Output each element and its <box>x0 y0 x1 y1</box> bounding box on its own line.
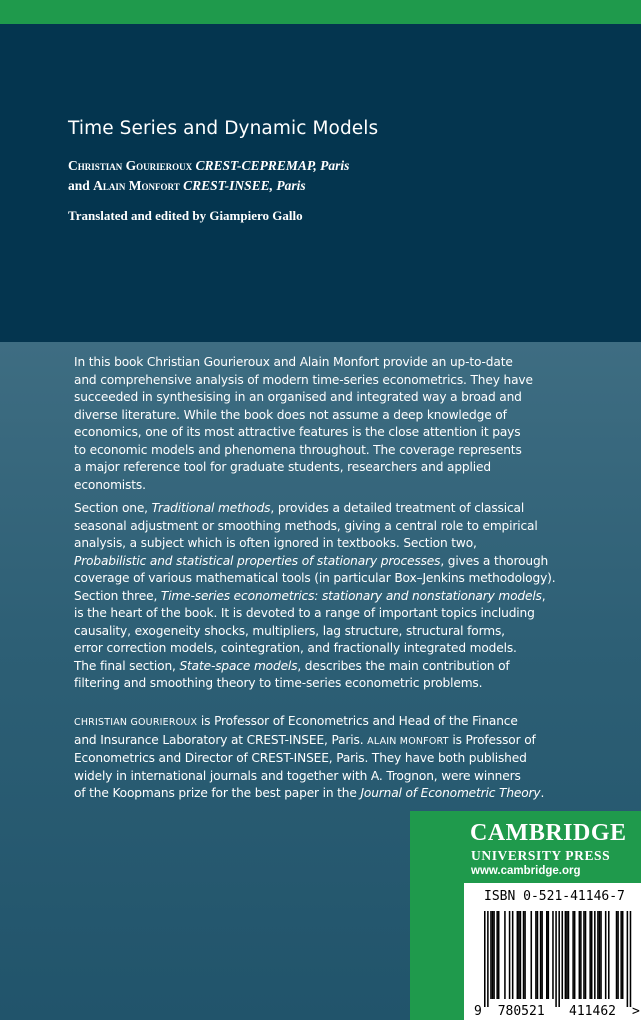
text-line: and comprehensive analysis of modern time-series econometrics. They have <box>74 372 533 387</box>
text-run: Section three, <box>74 588 161 603</box>
barcode-bar <box>531 911 533 999</box>
text-line <box>74 732 584 751</box>
text-line: succeeded in synthesising in an organised and integrated way a broad and <box>74 390 522 404</box>
text-run: and Insurance Laboratory at CREST-INSEE, Paris. <box>74 732 368 747</box>
author-affiliation: CREST-INSEE, Paris <box>183 178 306 193</box>
barcode-bar <box>585 911 587 999</box>
text-line: is the heart of the book. It is devoted to a range of important topics including <box>74 606 535 620</box>
barcode-bar <box>548 911 550 999</box>
text-line: Econometrics and Director of CREST-INSEE, Paris. They have both published <box>74 751 527 765</box>
barcode-bar <box>562 911 564 999</box>
barcode-bar <box>583 911 585 999</box>
text-line: error correction models, cointegration, and fractionally integrated models. <box>74 641 517 655</box>
barcode-bar <box>484 911 486 1007</box>
barcode-bar <box>594 911 596 999</box>
text-line: causality, exogeneity shocks, multipliers, lag structure, structural forms, <box>74 623 505 638</box>
text-run: , <box>541 588 546 603</box>
barcode-bar <box>537 911 539 999</box>
barcode-bar <box>617 911 619 999</box>
author-prefix: and <box>68 178 90 193</box>
barcode-bar <box>622 911 624 999</box>
barcode-bar <box>589 911 591 999</box>
barcode-bar <box>568 911 570 999</box>
barcode-bar <box>630 911 632 1007</box>
barcode-bar <box>599 911 601 999</box>
barcode-bar <box>608 911 610 999</box>
ean-barcode <box>472 911 640 1019</box>
section-title: State-space models <box>179 658 298 673</box>
barcode-bar <box>565 911 567 999</box>
barcode-bar <box>591 911 593 999</box>
section-title: Probabilistic and statistical properties of stationary processes <box>74 553 441 568</box>
barcode-bar <box>535 911 537 999</box>
barcode-bar <box>490 911 492 999</box>
text-run: is Professor of <box>448 732 536 747</box>
text-line: to economic models and phenomena throughout. The coverage represents <box>74 442 522 457</box>
barcode-digits: 411462 <box>569 1004 616 1019</box>
blurb-paragraph-1 <box>74 354 584 494</box>
text-line: widely in international journals and together with A. Trognon, were winners <box>74 768 521 783</box>
blurb-paragraph-2 <box>74 500 584 693</box>
text-run: , describes the main contribution of <box>297 658 510 673</box>
text-line: diverse literature. While the book does not assume a deep knowledge of <box>74 407 507 422</box>
journal-title: Journal of Econometric Theory <box>360 786 541 800</box>
barcode-bar <box>558 911 560 1007</box>
text-line: economists. <box>74 477 146 492</box>
barcode-bar <box>512 911 514 999</box>
author-name-smallcaps: ALAIN MONFORT <box>367 735 449 747</box>
barcode-digits: 9 <box>474 1004 482 1019</box>
barcode-bar <box>546 911 548 999</box>
text-run: . <box>540 786 545 800</box>
barcode-bar <box>566 911 568 999</box>
barcode-bar <box>605 911 607 999</box>
publisher-box <box>410 811 641 1020</box>
barcode-bar <box>524 911 526 999</box>
text-run: , gives a thorough <box>440 553 549 568</box>
author-name: Christian Gourieroux <box>68 158 193 173</box>
publisher-url[interactable]: www.cambridge.org <box>471 865 581 877</box>
barcode-bar <box>627 911 629 1007</box>
section-title: Traditional methods <box>151 501 271 515</box>
book-title: Time Series and Dynamic Models <box>68 118 379 139</box>
text-line <box>74 553 584 571</box>
text-run: The final section, <box>74 658 180 673</box>
author-name-smallcaps: CHRISTIAN GOURIEROUX <box>74 717 198 728</box>
barcode-bar <box>616 911 618 999</box>
publisher-name-text: CAMBRIDGE <box>470 820 627 846</box>
barcode-bar <box>492 911 494 999</box>
barcode-bar <box>597 911 599 999</box>
text-line <box>74 658 584 676</box>
barcode-bar <box>496 911 498 999</box>
isbn-label: ISBN 0-521-41146-7 <box>484 889 625 904</box>
barcode-bar <box>540 911 542 999</box>
text-line <box>74 713 584 732</box>
author-line-1 <box>68 158 349 174</box>
barcode-bar <box>552 911 554 999</box>
text-run: of the Koopmans prize for the best paper in the <box>74 786 361 800</box>
barcode-bar <box>509 911 511 999</box>
barcode-bar <box>574 911 576 999</box>
barcode-bar <box>523 911 525 999</box>
text-line <box>74 500 584 518</box>
text-run: Section one, <box>74 501 152 515</box>
author-affiliation: CREST-CEPREMAP, Paris <box>195 158 350 173</box>
text-line <box>74 785 584 803</box>
author-line-2 <box>68 178 306 194</box>
barcode-bar <box>580 911 582 999</box>
barcode-bar <box>493 911 495 999</box>
text-line: seasonal adjustment or smoothing methods, giving a central role to empirical <box>74 518 538 533</box>
text-line <box>74 588 584 606</box>
barcode-bar <box>600 911 602 999</box>
barcode-bar <box>504 911 506 999</box>
text-line: economics, one of its most attractive features is the close attention it pays <box>74 425 521 439</box>
barcode-bar <box>487 911 489 1007</box>
barcode-bar <box>541 911 543 999</box>
text-line: filtering and smoothing theory to time-series econometric problems. <box>74 676 483 690</box>
section-title: Time-series econometrics: stationary and nonstationary models <box>160 588 542 603</box>
publisher-subtitle: UNIVERSITY PRESS <box>471 848 611 863</box>
barcode-bar <box>520 911 522 999</box>
barcode-bar <box>555 911 557 1007</box>
translator-credit: Translated and edited by Giampiero Gallo <box>68 208 303 223</box>
author-name: Alain Monfort <box>93 178 180 193</box>
barcode-bar <box>579 911 581 999</box>
barcode-bar <box>620 911 622 999</box>
barcode-bar <box>572 911 574 999</box>
text-line: coverage of various mathematical tools (in particular Box–Jenkins methodology). <box>74 571 556 585</box>
text-run: , provides a detailed treatment of classical <box>270 501 525 515</box>
text-run: is Professor of Econometrics and Head of the Finance <box>197 714 518 728</box>
barcode-panel <box>464 883 641 1020</box>
barcode-bar <box>517 911 519 999</box>
top-green-strip <box>0 0 641 24</box>
publisher-name <box>470 820 627 847</box>
barcode-digits: 780521 <box>497 1004 545 1019</box>
text-line: In this book Christian Gourieroux and Alain Monfort provide an up-to-date <box>74 355 513 369</box>
barcode-digits: > <box>631 1004 640 1019</box>
text-line: a major reference tool for graduate students, researchers and applied <box>74 460 491 474</box>
barcode-bar <box>498 911 500 999</box>
text-line: analysis, a subject which is often ignored in textbooks. Section two, <box>74 536 477 550</box>
author-bio <box>74 713 584 803</box>
barcode-bar <box>518 911 520 999</box>
